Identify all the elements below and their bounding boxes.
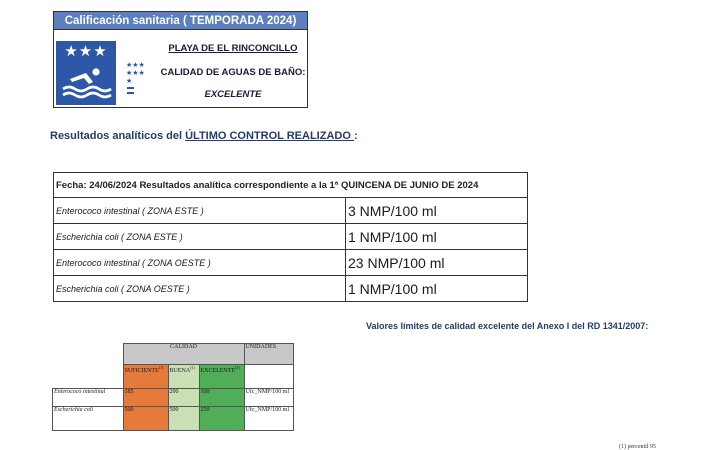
result-value: 3 NMP/100 ml xyxy=(346,198,528,224)
limit-buena: 500 xyxy=(168,407,199,431)
svg-text:★: ★ xyxy=(126,77,133,85)
three-stars-icon: ★★★ xyxy=(64,43,108,60)
table-row xyxy=(53,389,294,407)
empty-corner xyxy=(53,365,124,389)
results-heading: Fecha: 24/06/2024 Resultados analítica correspondiente a la 1ª QUINCENA DE JUNIO DE 2024 xyxy=(54,173,528,198)
section-title-underlined: ÚLTIMO CONTROL REALIZADO xyxy=(185,130,354,142)
community-stars-icon xyxy=(126,60,152,102)
beach-qualification-card xyxy=(53,11,308,108)
limit-excelente: 250 xyxy=(199,407,244,431)
beach-name: PLAYA DE EL RINCONCILLO xyxy=(168,43,298,54)
limits-table xyxy=(52,343,294,431)
results-table xyxy=(53,172,528,302)
suficiente-header: SUFICIENTE$^{(1)}$ xyxy=(123,365,168,389)
svg-text:★★★: ★★★ xyxy=(126,69,145,77)
result-parameter: Enterococo intestinal ( ZONA ESTE ) xyxy=(54,198,346,224)
limit-parameter: Enterococo intestinal xyxy=(53,389,124,407)
units-header: UNIDADES xyxy=(244,344,293,365)
excelente-header: EXCELENTE$^{(1)}$ xyxy=(199,365,244,389)
result-value: 1 NMP/100 ml xyxy=(346,276,528,302)
table-row xyxy=(54,198,528,224)
result-parameter: Escherichia coli ( ZONA OESTE ) xyxy=(54,276,346,302)
result-parameter: Escherichia coli ( ZONA ESTE ) xyxy=(54,224,346,250)
result-parameter: Enterococo intestinal ( ZONA OESTE ) xyxy=(54,250,346,276)
limit-suficiente: 185 xyxy=(123,389,168,407)
footnote-mark: (1) xyxy=(190,365,195,370)
swimmer-icon xyxy=(60,63,112,99)
water-quality-label: CALIDAD DE AGUAS DE BAÑO: xyxy=(160,67,306,78)
season-title: Calificación sanitaria ( TEMPORADA 2024) xyxy=(54,12,307,30)
footnote-mark: (1) xyxy=(158,365,164,370)
limit-suficiente: 500 xyxy=(123,407,168,431)
result-value: 23 NMP/100 ml xyxy=(346,250,528,276)
quality-header: CALIDAD xyxy=(123,344,244,365)
section-title-prefix: Resultados analíticos del xyxy=(50,130,186,142)
table-row xyxy=(54,250,528,276)
limit-parameter: Escherichia coli xyxy=(53,407,124,431)
table-row xyxy=(54,224,528,250)
footnote-mark: (1) xyxy=(235,365,240,370)
table-row xyxy=(53,407,294,431)
limit-unit: Ufc_NMP/100 ml xyxy=(244,407,293,431)
limit-excelente: 100 xyxy=(199,389,244,407)
section-title-suffix: : xyxy=(353,130,358,142)
limit-buena: 200 xyxy=(168,389,199,407)
table-row xyxy=(54,276,528,302)
empty-corner xyxy=(53,344,124,365)
bathing-water-logo xyxy=(56,41,116,105)
section-title xyxy=(50,130,358,142)
buena-header: BUENA$^{(1)}$ xyxy=(168,365,199,389)
quality-rating: EXCELENTE xyxy=(204,89,262,100)
units-cell-empty xyxy=(244,365,293,389)
limit-unit: Ufc_NMP/100 ml xyxy=(244,389,293,407)
result-value: 1 NMP/100 ml xyxy=(346,224,528,250)
limits-caption: Valores límites de calidad excelente del Anexo I del RD 1341/2007: xyxy=(366,321,649,331)
footnote: (1) percentil 95 xyxy=(619,444,656,450)
svg-text:★★★: ★★★ xyxy=(126,61,145,69)
